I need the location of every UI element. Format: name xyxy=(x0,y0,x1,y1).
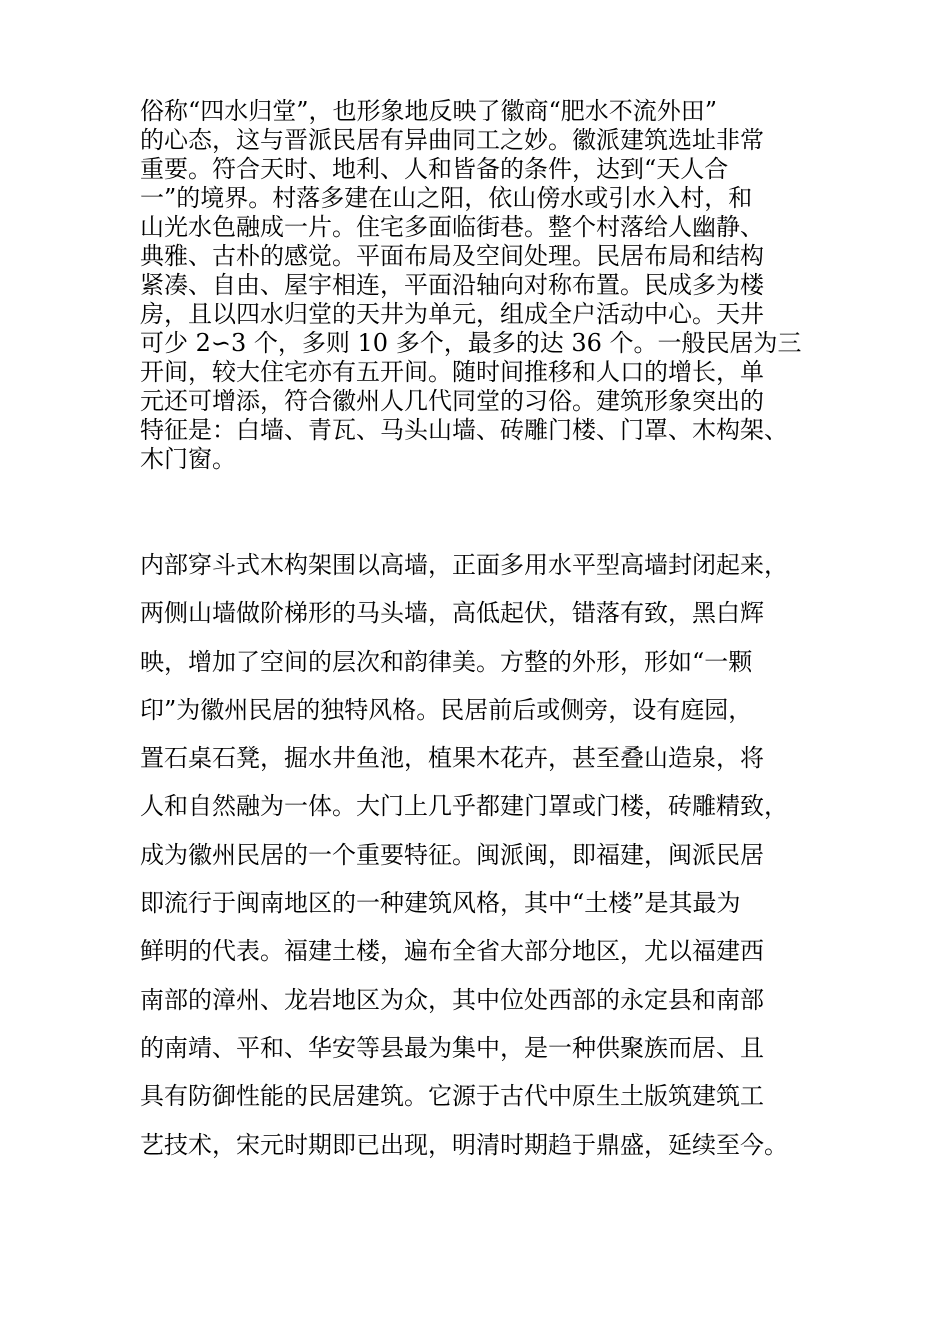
text-line: 成为徽州民居的一个重要特征。闽派闽，即福建，闽派民居 xyxy=(140,840,764,869)
text-line: 重要。符合天时、地利、人和皆备的条件，达到“天人合 xyxy=(140,155,729,183)
paragraph-huizhou-architecture xyxy=(140,97,830,474)
text-line: 艺技术，宋元时期即已出现，明清时期趋于鼎盛，延续至今。 xyxy=(140,1130,788,1159)
text-line: 元还可增添，符合徽州人几代同堂的习俗。建筑形象突出的 xyxy=(140,387,764,415)
text-line: 典雅、古朴的感觉。平面布局及空间处理。民居布局和结构 xyxy=(140,242,764,270)
text-line: 的心态，这与晋派民居有异曲同工之妙。徽派建筑选址非常 xyxy=(140,126,764,154)
text-line: 两侧山墙做阶梯形的马头墙，高低起伏，错落有致，黑白辉 xyxy=(140,599,764,628)
text-line: 山光水色融成一片。住宅多面临街巷。整个村落给人幽静、 xyxy=(140,213,764,241)
text-line: 鲜明的代表。福建土楼，遍布全省大部分地区，尤以福建西 xyxy=(140,937,764,966)
paragraph-min-architecture xyxy=(140,541,830,1169)
text-line: 特征是：白墙、青瓦、马头山墙、砖雕门楼、门罩、木构架、 xyxy=(140,416,788,444)
text-line: 木门窗。 xyxy=(140,445,236,473)
text-line: 内部穿斗式木构架围以高墙，正面多用水平型高墙封闭起来， xyxy=(140,551,788,579)
text-line: 人和自然融为一体。大门上几乎都建门罩或门楼，砖雕精致， xyxy=(140,792,788,821)
text-line: 的南靖、平和、华安等县最为集中，是一种供聚族而居、且 xyxy=(140,1033,764,1062)
text-line: 具有防御性能的民居建筑。它源于古代中原生土版筑建筑工 xyxy=(140,1082,764,1111)
text-line: 紧凑、自由、屋宇相连，平面沿轴向对称布置。民成多为楼 xyxy=(140,271,764,299)
text-line: 置石桌石凳，掘水井鱼池，植果木花卉，甚至叠山造泉，将 xyxy=(140,744,764,773)
text-line: 映，增加了空间的层次和韵律美。方整的外形，形如“一颗 xyxy=(140,647,753,676)
text-line: 开间，较大住宅亦有五开间。随时间推移和人口的增长，单 xyxy=(140,358,764,386)
text-line: 即流行于闽南地区的一种建筑风格，其中“土楼”是其最为 xyxy=(140,889,741,918)
text-line: 可少 2∽3 个，多则 10 多个，最多的达 36 个。一般民居为三 xyxy=(140,329,802,357)
text-line: 俗称“四水归堂”，也形象地反映了徽商“肥水不流外田” xyxy=(140,97,718,125)
text-line: 一”的境界。村落多建在山之阳，依山傍水或引水入村，和 xyxy=(140,184,753,212)
text-line: 南部的漳州、龙岩地区为众，其中位处西部的永定县和南部 xyxy=(140,985,764,1014)
text-line: 房，且以四水归堂的天井为单元，组成全户活动中心。天井 xyxy=(140,300,764,328)
text-line: 印”为徽州民居的独特风格。民居前后或侧旁，设有庭园， xyxy=(140,695,753,724)
